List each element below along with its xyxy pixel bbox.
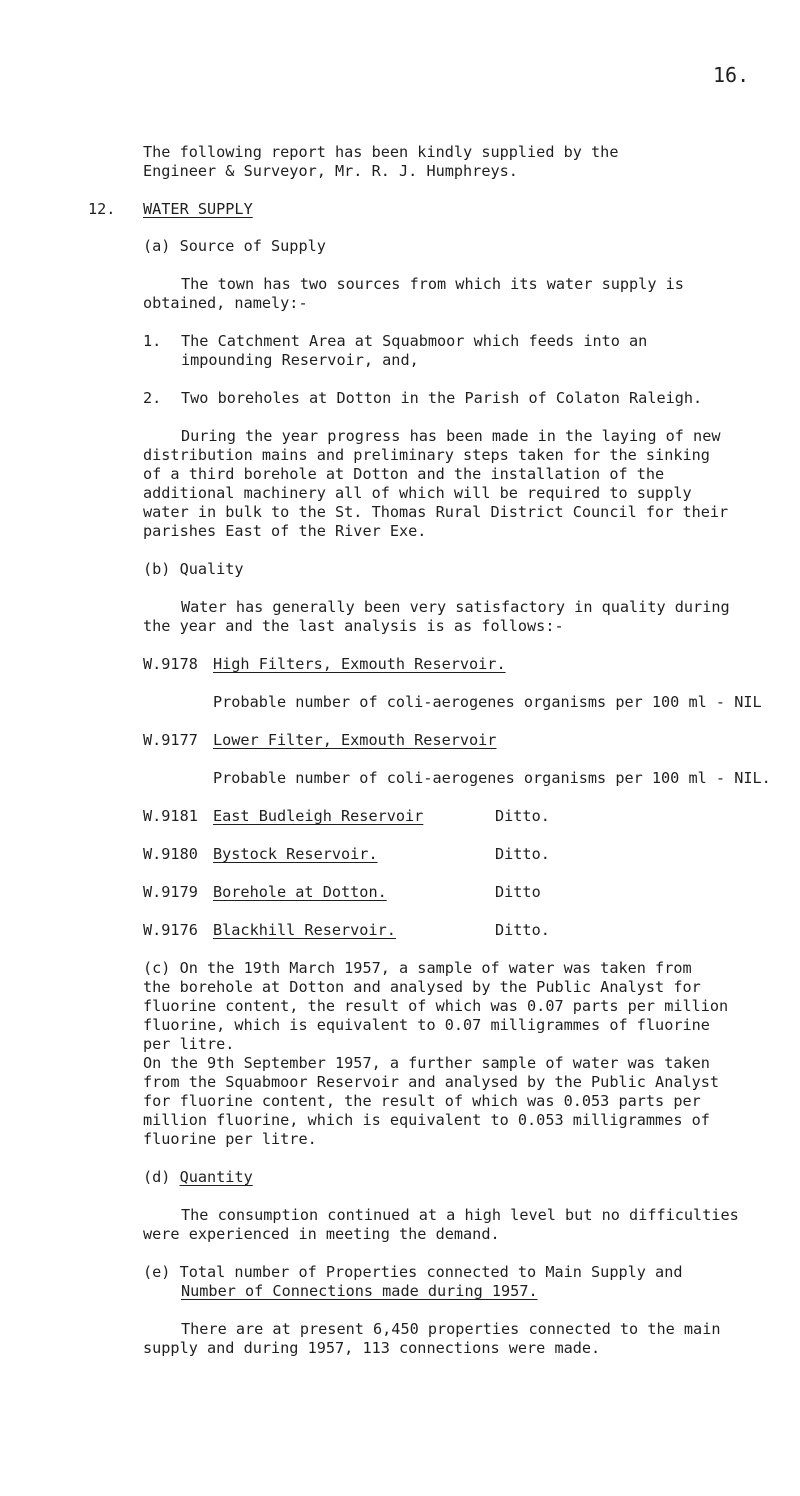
fluorine-line-2: the borehole at Dotton and analysed by the Public Analyst for <box>143 978 701 996</box>
quantity-heading-wrap <box>143 1168 253 1187</box>
section-number: 12. <box>88 200 116 218</box>
fluorine-line-9: million fluorine, which is equivalent to 0.053 milligrammes of <box>143 1111 710 1129</box>
sample-ref: W.9181 <box>143 807 198 825</box>
source-item-1-number: 1. <box>143 332 162 350</box>
sample-result: Probable number of coli-aerogenes organisms per 100 ml - NIL. <box>213 769 771 787</box>
sample-label: High Filters, Exmouth Reservoir. <box>213 655 506 673</box>
progress-line-6: parishes East of the River Exe. <box>143 522 427 540</box>
quality-heading: (b) Quality <box>143 560 244 578</box>
sample-label: Bystock Reservoir. <box>213 845 378 863</box>
quantity-heading-prefix: (d) <box>143 1168 180 1186</box>
progress-line-1: During the year progress has been made in the laying of new <box>181 427 721 445</box>
fluorine-line-3: fluorine content, the result of which was 0.07 parts per million <box>143 997 729 1015</box>
quantity-heading: Quantity <box>179 1168 253 1186</box>
quality-line-1: Water has generally been very satisfactory in quality during <box>181 598 730 616</box>
intro-line-1: The following report has been kindly supplied by the <box>143 143 619 161</box>
properties-heading-line-2: Number of Connections made during 1957. <box>181 1282 538 1300</box>
source-line-1: The town has two sources from which its water supply is <box>181 275 684 293</box>
sample-label: East Budleigh Reservoir <box>213 807 424 825</box>
page-number: 16. <box>713 63 750 87</box>
source-line-2: obtained, namely:- <box>143 294 308 312</box>
source-item-2-number: 2. <box>143 389 162 407</box>
fluorine-line-1: (c) On the 19th March 1957, a sample of water was taken from <box>143 959 692 977</box>
quantity-line-2: were experienced in meeting the demand. <box>143 1225 500 1243</box>
fluorine-line-5: per litre. <box>143 1035 235 1053</box>
sample-result: Ditto. <box>495 845 550 863</box>
sample-label: Borehole at Dotton. <box>213 883 387 901</box>
sample-result: Ditto. <box>495 921 550 939</box>
progress-line-5: water in bulk to the St. Thomas Rural District Council for their <box>143 503 729 521</box>
progress-line-2: distribution mains and preliminary steps taken for the sinking <box>143 446 710 464</box>
quality-line-2: the year and the last analysis is as follows:- <box>143 617 564 635</box>
fluorine-line-10: fluorine per litre. <box>143 1130 317 1148</box>
progress-line-3: of a third borehole at Dotton and the installation of the <box>143 465 665 483</box>
sample-result: Probable number of coli-aerogenes organisms per 100 ml - NIL <box>213 693 762 711</box>
fluorine-line-7: from the Squabmoor Reservoir and analysed by the Public Analyst <box>143 1073 720 1091</box>
section-title: WATER SUPPLY <box>143 200 253 218</box>
sample-ref: W.9176 <box>143 921 198 939</box>
fluorine-line-8: for fluorine content, the result of which was 0.053 parts per <box>143 1092 701 1110</box>
fluorine-line-6: On the 9th September 1957, a further sample of water was taken <box>143 1054 710 1072</box>
progress-line-4: additional machinery all of which will be required to supply <box>143 484 692 502</box>
properties-heading-line-1: (e) Total number of Properties connected to Main Supply and <box>143 1263 683 1281</box>
quantity-line-1: The consumption continued at a high level but no difficulties <box>181 1206 739 1224</box>
sample-ref: W.9178 <box>143 655 198 673</box>
source-item-2-line-1: Two boreholes at Dotton in the Parish of Colaton Raleigh. <box>181 389 703 407</box>
source-heading: (a) Source of Supply <box>143 237 326 255</box>
sample-ref: W.9180 <box>143 845 198 863</box>
sample-label: Blackhill Reservoir. <box>213 921 396 939</box>
source-item-1-line-2: impounding Reservoir, and, <box>181 351 419 369</box>
sample-result: Ditto. <box>495 807 550 825</box>
fluorine-line-4: fluorine, which is equivalent to 0.07 milligrammes of fluorine <box>143 1016 710 1034</box>
sample-label: Lower Filter, Exmouth Reservoir <box>213 731 497 749</box>
sample-ref: W.9177 <box>143 731 198 749</box>
sample-result: Ditto <box>495 883 541 901</box>
properties-line-2: supply and during 1957, 113 connections were made. <box>143 1339 601 1357</box>
sample-ref: W.9179 <box>143 883 198 901</box>
intro-line-2: Engineer & Surveyor, Mr. R. J. Humphreys. <box>143 162 518 180</box>
properties-line-1: There are at present 6,450 properties connected to the main <box>181 1320 721 1338</box>
source-item-1-line-1: The Catchment Area at Squabmoor which feeds into an <box>181 332 648 350</box>
